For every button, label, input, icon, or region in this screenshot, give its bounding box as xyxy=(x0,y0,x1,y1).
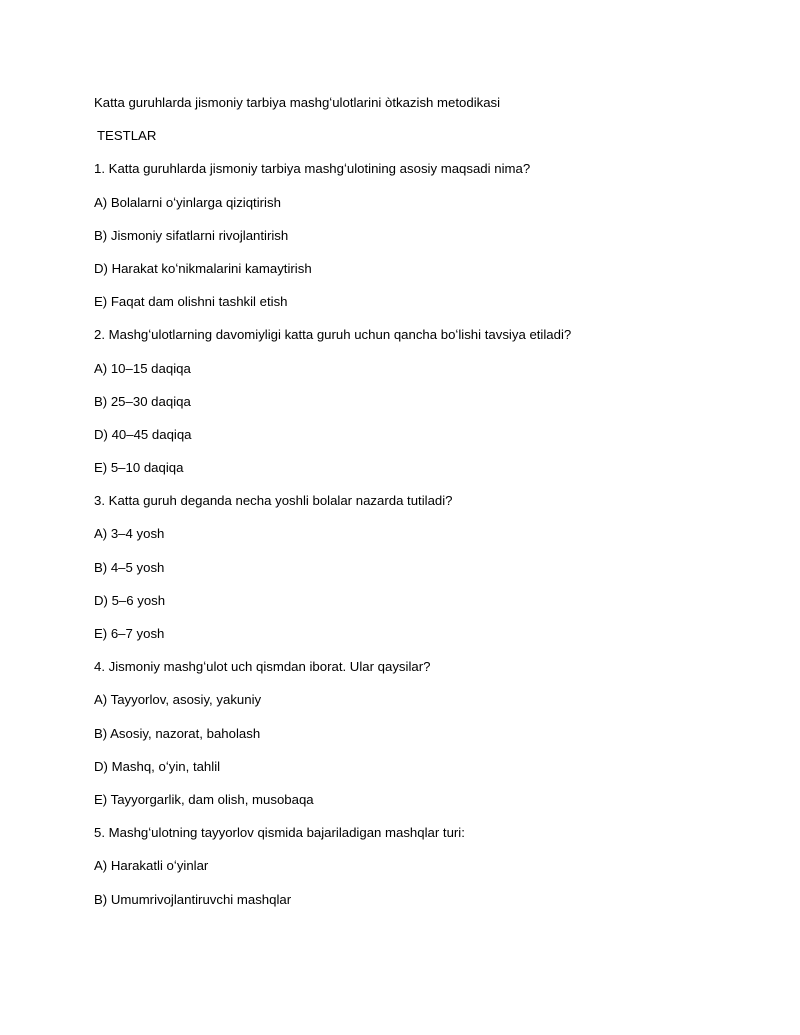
question-text: 4. Jismoniy mashgʻulot uch qismdan iborat. Ular qaysilar? xyxy=(94,659,431,675)
answer-option: A) Harakatli oʻyinlar xyxy=(94,858,209,874)
answer-option: D) Mashq, oʻyin, tahlil xyxy=(94,758,221,774)
question-text: 3. Katta guruh deganda necha yoshli bolalar nazarda tutiladi? xyxy=(94,493,453,509)
document-body xyxy=(94,95,734,925)
answer-option: A) 3–4 yosh xyxy=(94,526,165,542)
question-block-2 xyxy=(94,327,734,493)
answer-option: B) Umumrivojlantiruvchi mashqlar xyxy=(94,891,292,907)
question-text: 2. Mashgʻulotlarning davomiyligi katta guruh uchun qancha boʻlishi tavsiya etiladi? xyxy=(94,327,572,343)
answer-option: B) Jismoniy sifatlarni rivojlantirish xyxy=(94,227,289,243)
question-block-4 xyxy=(94,659,734,825)
answer-option: B) 4–5 yosh xyxy=(94,559,165,575)
answer-option: A) Bolalarni oʻyinlarga qiziqtirish xyxy=(94,194,281,210)
answer-option: E) Tayyorgarlik, dam olish, musobaqa xyxy=(94,791,314,807)
answer-option: A) 10–15 daqiqa xyxy=(94,360,191,376)
answer-option: E) 5–10 daqiqa xyxy=(94,460,184,476)
question-block-3 xyxy=(94,493,734,659)
answer-option: D) 40–45 daqiqa xyxy=(94,426,192,442)
question-text: 1. Katta guruhlarda jismoniy tarbiya mashgʻulotining asosiy maqsadi nima? xyxy=(94,161,531,177)
document-title: Katta guruhlarda jismoniy tarbiya mashgʻulotlarini òtkazish metodikasi xyxy=(94,95,501,110)
answer-option: D) 5–6 yosh xyxy=(94,592,166,608)
answer-option: B) 25–30 daqiqa xyxy=(94,393,191,409)
answer-option: E) Faqat dam olishni tashkil etish xyxy=(94,294,288,310)
question-block-1 xyxy=(94,161,734,327)
answer-option: A) Tayyorlov, asosiy, yakuniy xyxy=(94,692,262,708)
answer-option: D) Harakat koʻnikmalarini kamaytirish xyxy=(94,260,312,276)
answer-option: B) Asosiy, nazorat, baholash xyxy=(94,725,261,741)
section-heading: TESTLAR xyxy=(97,128,157,144)
answer-option: E) 6–7 yosh xyxy=(94,626,165,641)
question-text: 5. Mashgʻulotning tayyorlov qismida bajariladigan mashqlar turi: xyxy=(94,825,465,841)
question-block-5 xyxy=(94,825,734,925)
